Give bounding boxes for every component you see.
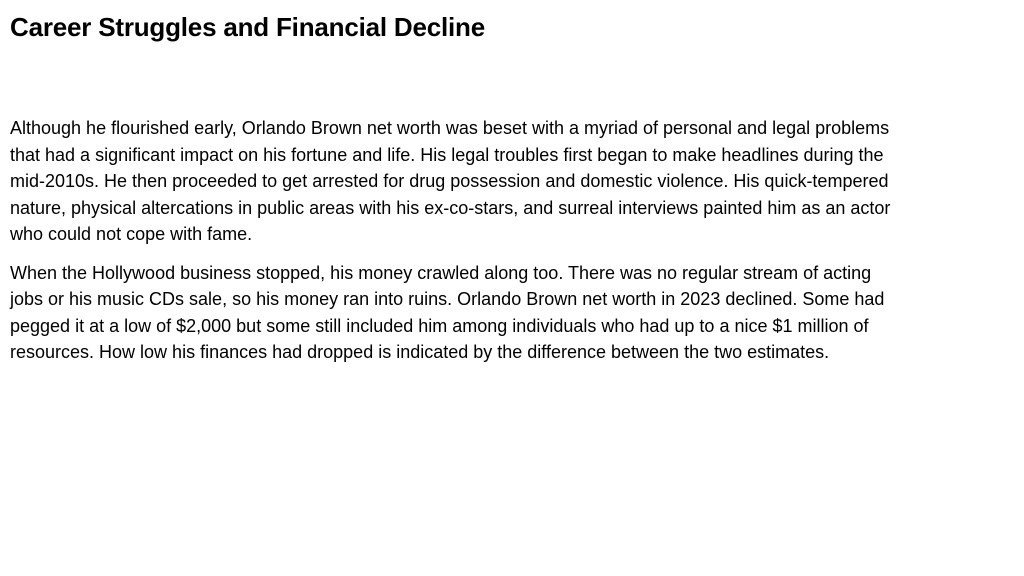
article-body [10,115,895,378]
paragraph-1: Although he flourished early, Orlando Brown net worth was beset with a myriad of personal and legal problems that had a significant impact on his fortune and life. His legal troubles first began to make headlines during the mid-2010s. He then proceeded to get arrested for drug possession and domestic violence. His quick-tempered nature, physical altercations in public areas with his ex-co-stars, and surreal interviews painted him as an actor who could not cope with fame. [10,118,891,244]
page-title: Career Struggles and Financial Decline [10,12,485,42]
paragraph-2: When the Hollywood business stopped, his money crawled along too. There was no regular stream of acting jobs or his music CDs sale, so his money ran into ruins. Orlando Brown net worth in 2023 declined. Some had pegged it at a low of $2,000 but some still included him among individuals who had up to a nice $1 million of resources. How low his finances had dropped is indicated by the difference between the two estimates. [10,262,885,362]
